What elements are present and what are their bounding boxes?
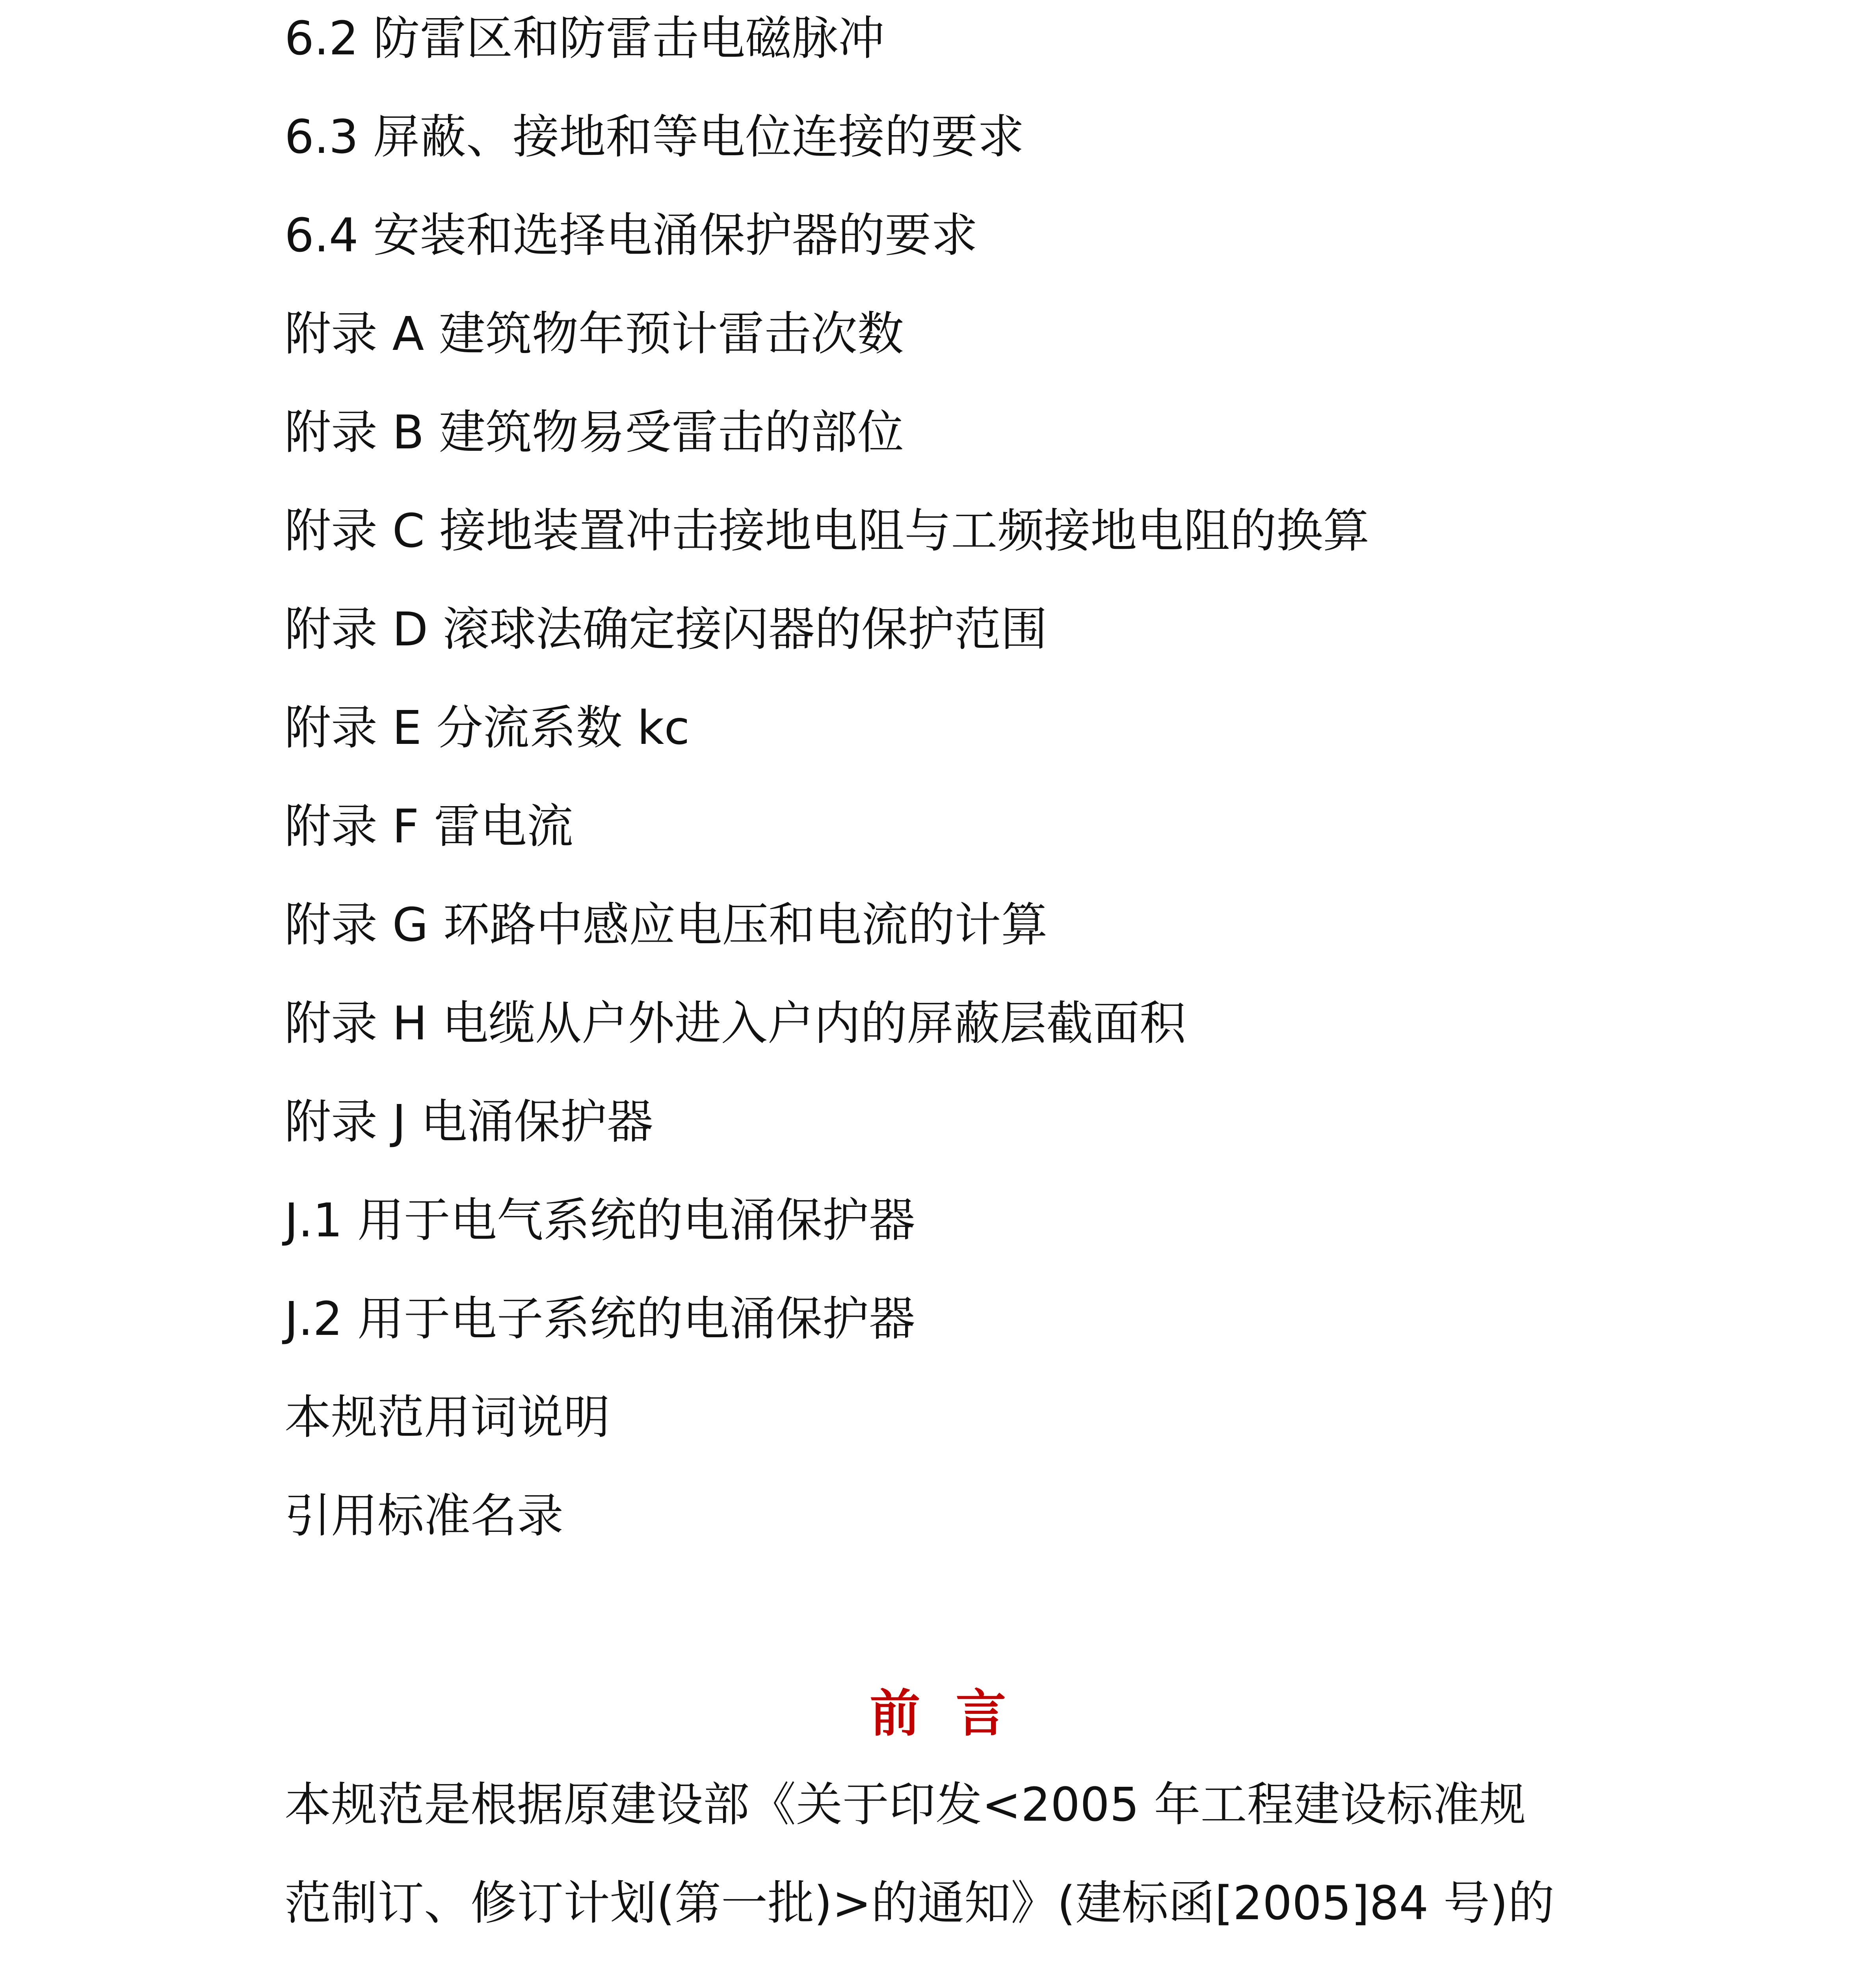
preface-heading: 前言 xyxy=(870,1684,1042,1743)
toc-item-appendix-e: 附录 E 分流系数 kc xyxy=(284,701,690,755)
toc-item-appendix-j: 附录 J 电涌保护器 xyxy=(284,1095,653,1149)
toc-item-appendix-d: 附录 D 滚球法确定接闪器的保护范围 xyxy=(284,602,1047,656)
toc-item-appendix-g: 附录 G 环路中感应电压和电流的计算 xyxy=(284,898,1048,952)
toc-item-references: 引用标准名录 xyxy=(284,1489,564,1543)
preface-line: 本规范是根据原建设部《关于印发<2005 年工程建设标准规 xyxy=(284,1777,1526,1832)
toc-item-appendix-f: 附录 F 雷电流 xyxy=(284,799,573,853)
toc-item-6-3: 6.3 屏蔽、接地和等电位连接的要求 xyxy=(284,110,1024,164)
toc-item-6-4: 6.4 安装和选择电涌保护器的要求 xyxy=(284,208,978,262)
preface-line: 范制订、修订计划(第一批)>的通知》(建标函[2005]84 号)的 xyxy=(284,1876,1555,1930)
toc-item-6-2: 6.2 防雷区和防雷击电磁脉冲 xyxy=(284,11,885,65)
toc-item-appendix-a: 附录 A 建筑物年预计雷击次数 xyxy=(284,307,904,361)
toc-item-appendix-h: 附录 H 电缆从户外进入户内的屏蔽层截面积 xyxy=(284,996,1186,1050)
toc-item-appendix-b: 附录 B 建筑物易受雷击的部位 xyxy=(284,405,904,459)
toc-item-terminology: 本规范用词说明 xyxy=(284,1390,610,1444)
toc-item-appendix-c: 附录 C 接地装置冲击接地电阻与工频接地电阻的换算 xyxy=(284,504,1370,558)
toc-item-j-1: J.1 用于电气系统的电涌保护器 xyxy=(284,1193,915,1247)
toc-item-j-2: J.2 用于电子系统的电涌保护器 xyxy=(284,1292,915,1346)
